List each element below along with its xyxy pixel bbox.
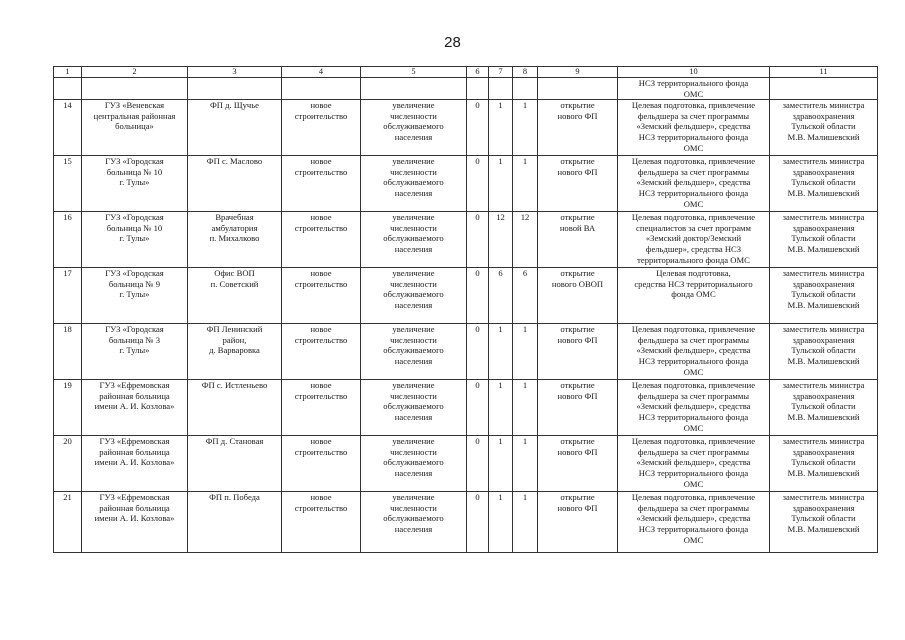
table-row	[54, 156, 878, 212]
staffing-text-cell	[618, 436, 770, 492]
reason-text-cell	[361, 492, 467, 553]
table-cell	[538, 78, 618, 100]
value-col-8: 1	[522, 156, 528, 167]
table-row	[54, 100, 878, 156]
responsible-person-cell	[770, 380, 878, 436]
staffing-text-cell	[618, 492, 770, 553]
table-row	[54, 324, 878, 380]
staffing-text: Целевая подготовка, привлечение специалистов за счет программ «Земский доктор/Земский фельдшер», средства НСЗ территориального фонда ОМС	[631, 212, 756, 265]
value-col-8: 12	[520, 212, 530, 223]
result-text: открытие нового ФП	[557, 380, 598, 401]
column-number: 6	[467, 67, 489, 78]
row-number: 21	[63, 492, 72, 503]
responsible-person: заместитель министра здравоохранения Тульской области М.В. Малишевский	[782, 492, 865, 534]
responsible-person: заместитель министра здравоохранения Тульской области М.В. Малишевский	[782, 100, 865, 142]
reason-text-cell	[361, 212, 467, 268]
staffing-text-cell	[618, 380, 770, 436]
result-text: открытие нового ФП	[557, 324, 598, 345]
table-cell	[770, 78, 878, 100]
responsible-person-cell	[770, 268, 878, 324]
value-col-8-cell	[513, 268, 538, 324]
column-number: 1	[54, 67, 82, 78]
construction-type: новое строительство	[294, 100, 348, 121]
column-number: 7	[489, 67, 513, 78]
table-row	[54, 212, 878, 268]
value-col-6-cell	[467, 324, 489, 380]
reason-text: увеличение численности обслуживаемого населения	[383, 268, 444, 310]
facility-name-cell	[188, 268, 282, 324]
organization-name-cell	[82, 380, 188, 436]
page-number: 28	[444, 34, 461, 51]
responsible-person-cell	[770, 212, 878, 268]
value-col-7: 12	[496, 212, 505, 223]
value-col-7: 1	[498, 156, 503, 167]
value-col-6: 0	[475, 436, 480, 447]
table-row	[54, 436, 878, 492]
value-col-6: 0	[475, 156, 480, 167]
value-col-8: 1	[522, 100, 528, 111]
result-text: открытие нового ФП	[557, 100, 598, 121]
organization-name-cell	[82, 212, 188, 268]
column-number: 9	[538, 67, 618, 78]
row-number-cell	[54, 380, 82, 436]
table-cell	[82, 78, 188, 100]
row-number-cell	[54, 324, 82, 380]
facility-name-cell	[188, 100, 282, 156]
staffing-text: Целевая подготовка, привлечение фельдшера за счет программы «Земский фельдшер», средства НСЗ территориального фонда ОМС	[631, 156, 756, 209]
responsible-person: заместитель министра здравоохранения Тульской области М.В. Малишевский	[782, 268, 865, 310]
result-text-cell	[538, 212, 618, 268]
value-col-7: 1	[498, 436, 503, 447]
staffing-text: Целевая подготовка, средства НСЗ территориального фонда ОМС	[634, 268, 753, 300]
reason-text-cell	[361, 324, 467, 380]
column-number: 4	[282, 67, 361, 78]
continuation-text	[618, 78, 770, 100]
facility-name-cell	[188, 156, 282, 212]
responsible-person-cell	[770, 324, 878, 380]
responsible-person: заместитель министра здравоохранения Тульской области М.В. Малишевский	[782, 436, 865, 478]
row-number: 16	[63, 212, 72, 223]
construction-type-cell	[282, 156, 361, 212]
value-col-8: 1	[522, 380, 528, 391]
construction-type-cell	[282, 436, 361, 492]
responsible-person-cell	[770, 100, 878, 156]
table-cell	[467, 78, 489, 100]
value-col-7-cell	[489, 100, 513, 156]
staffing-text-cell	[618, 268, 770, 324]
facility-name-cell	[188, 212, 282, 268]
result-text-cell	[538, 436, 618, 492]
value-col-8: 1	[522, 492, 528, 503]
organization-name-cell	[82, 100, 188, 156]
result-text-cell	[538, 268, 618, 324]
reason-text-cell	[361, 380, 467, 436]
facility-name: ФП п. Победа	[209, 492, 260, 503]
row-number: 17	[63, 268, 72, 279]
value-col-6: 0	[475, 100, 480, 111]
value-col-7-cell	[489, 268, 513, 324]
construction-type-cell	[282, 212, 361, 268]
construction-type: новое строительство	[294, 324, 348, 345]
facility-name-cell	[188, 324, 282, 380]
staffing-text: Целевая подготовка, привлечение фельдшера за счет программы «Земский фельдшер», средства НСЗ территориального фонда ОМС	[631, 380, 756, 433]
document-table	[53, 66, 878, 553]
value-col-7-cell	[489, 380, 513, 436]
responsible-person-cell	[770, 156, 878, 212]
result-text-cell	[538, 380, 618, 436]
organization-name: ГУЗ «Ефремовская районная больница имени А. И. Козлова»	[94, 436, 175, 468]
table-cell	[513, 78, 538, 100]
row-number-cell	[54, 156, 82, 212]
construction-type-cell	[282, 100, 361, 156]
table-row	[54, 492, 878, 553]
table-cell	[361, 78, 467, 100]
organization-name: ГУЗ «Ефремовская районная больница имени А. И. Козлова»	[94, 380, 175, 412]
construction-type: новое строительство	[294, 156, 348, 177]
reason-text-cell	[361, 436, 467, 492]
staffing-text-cell	[618, 212, 770, 268]
construction-type-cell	[282, 492, 361, 553]
reason-text: увеличение численности обслуживаемого населения	[383, 324, 444, 366]
value-col-7-cell	[489, 436, 513, 492]
result-text-cell	[538, 100, 618, 156]
construction-type-cell	[282, 380, 361, 436]
value-col-6: 0	[475, 492, 480, 503]
organization-name: ГУЗ «Ефремовская районная больница имени А. И. Козлова»	[94, 492, 175, 524]
value-col-8-cell	[513, 156, 538, 212]
row-number: 20	[63, 436, 72, 447]
row-number-cell	[54, 100, 82, 156]
value-col-8-cell	[513, 100, 538, 156]
reason-text: увеличение численности обслуживаемого населения	[383, 436, 444, 478]
facility-name: Офис ВОП п. Советский	[210, 268, 259, 289]
reason-text: увеличение численности обслуживаемого населения	[383, 212, 444, 254]
result-text: открытие нового ОВОП	[551, 268, 604, 289]
organization-name-cell	[82, 436, 188, 492]
value-col-8: 6	[522, 268, 528, 279]
responsible-person-cell	[770, 436, 878, 492]
value-col-6: 0	[475, 268, 480, 279]
table-cell	[489, 78, 513, 100]
staffing-text-cell	[618, 324, 770, 380]
row-number: 14	[63, 100, 72, 111]
reason-text-cell	[361, 100, 467, 156]
value-col-6: 0	[475, 212, 480, 223]
result-text-cell	[538, 156, 618, 212]
reason-text-cell	[361, 156, 467, 212]
value-col-6-cell	[467, 156, 489, 212]
organization-name: ГУЗ «Городская больница № 10 г. Тулы»	[105, 212, 164, 244]
organization-name-cell	[82, 492, 188, 553]
organization-name: ГУЗ «Городская больница № 3 г. Тулы»	[105, 324, 164, 356]
value-col-6-cell	[467, 380, 489, 436]
value-col-6: 0	[475, 380, 480, 391]
organization-name: ГУЗ «Городская больница № 10 г. Тулы»	[105, 156, 164, 188]
value-col-8: 1	[522, 436, 528, 447]
row-number: 15	[63, 156, 72, 167]
value-col-7-cell	[489, 492, 513, 553]
result-text-cell	[538, 492, 618, 553]
table-cell	[188, 78, 282, 100]
value-col-7: 1	[498, 492, 503, 503]
reason-text: увеличение численности обслуживаемого населения	[383, 156, 444, 198]
construction-type-cell	[282, 268, 361, 324]
result-text-cell	[538, 324, 618, 380]
value-col-6-cell	[467, 212, 489, 268]
staffing-text: Целевая подготовка, привлечение фельдшера за счет программы «Земский фельдшер», средства НСЗ территориального фонда ОМС	[631, 436, 756, 489]
facility-name-cell	[188, 436, 282, 492]
value-col-6-cell	[467, 268, 489, 324]
facility-name-cell	[188, 380, 282, 436]
construction-type-cell	[282, 324, 361, 380]
value-col-7: 1	[498, 324, 503, 335]
result-text: открытие новой ВА	[559, 212, 596, 233]
column-number: 11	[770, 67, 878, 78]
row-number-cell	[54, 212, 82, 268]
value-col-8-cell	[513, 324, 538, 380]
column-number: 5	[361, 67, 467, 78]
column-number: 3	[188, 67, 282, 78]
staffing-text-cell	[618, 100, 770, 156]
table-cell	[54, 78, 82, 100]
value-col-6-cell	[467, 492, 489, 553]
responsible-person: заместитель министра здравоохранения Тульской области М.В. Малишевский	[782, 212, 865, 254]
organization-name: ГУЗ «Веневская центральная районная больница»	[93, 100, 176, 132]
reason-text: увеличение численности обслуживаемого населения	[383, 380, 444, 422]
value-col-8-cell	[513, 436, 538, 492]
row-number-cell	[54, 268, 82, 324]
responsible-person: заместитель министра здравоохранения Тульской области М.В. Малишевский	[782, 156, 865, 198]
continuation-text-value: НСЗ территориального фонда ОМС	[638, 78, 749, 99]
reason-text: увеличение численности обслуживаемого населения	[383, 492, 444, 534]
facility-name: ФП д. Щучье	[210, 100, 259, 111]
facility-name: ФП д. Становая	[205, 436, 264, 447]
construction-type: новое строительство	[294, 492, 348, 513]
reason-text-cell	[361, 268, 467, 324]
column-number-row	[54, 67, 878, 78]
organization-name-cell	[82, 268, 188, 324]
value-col-6-cell	[467, 100, 489, 156]
row-number-cell	[54, 436, 82, 492]
staffing-text-cell	[618, 156, 770, 212]
facility-name: ФП с. Истленьево	[201, 380, 268, 391]
value-col-6: 0	[475, 324, 480, 335]
construction-type: новое строительство	[294, 436, 348, 457]
column-number: 8	[513, 67, 538, 78]
responsible-person: заместитель министра здравоохранения Тульской области М.В. Малишевский	[782, 324, 865, 366]
organization-name-cell	[82, 324, 188, 380]
staffing-text: Целевая подготовка, привлечение фельдшера за счет программы «Земский фельдшер», средства НСЗ территориального фонда ОМС	[631, 492, 756, 545]
result-text: открытие нового ФП	[557, 156, 598, 177]
responsible-person-cell	[770, 492, 878, 553]
staffing-text: Целевая подготовка, привлечение фельдшера за счет программы «Земский фельдшер», средства НСЗ территориального фонда ОМС	[631, 100, 756, 153]
row-number: 18	[63, 324, 72, 335]
value-col-7-cell	[489, 156, 513, 212]
staffing-text: Целевая подготовка, привлечение фельдшера за счет программы «Земский фельдшер», средства НСЗ территориального фонда ОМС	[631, 324, 756, 377]
organization-name-cell	[82, 156, 188, 212]
value-col-8-cell	[513, 492, 538, 553]
responsible-person: заместитель министра здравоохранения Тульской области М.В. Малишевский	[782, 380, 865, 422]
facility-name-cell	[188, 492, 282, 553]
column-number: 10	[618, 67, 770, 78]
value-col-8-cell	[513, 212, 538, 268]
reason-text: увеличение численности обслуживаемого населения	[383, 100, 444, 142]
facility-name: ФП с. Маслово	[206, 156, 263, 167]
value-col-7: 1	[498, 380, 503, 391]
organization-name: ГУЗ «Городская больница № 9 г. Тулы»	[105, 268, 164, 300]
result-text: открытие нового ФП	[557, 492, 598, 513]
facility-name: Врачебная амбулатория п. Михалково	[209, 212, 260, 244]
construction-type: новое строительство	[294, 268, 348, 289]
value-col-7: 6	[498, 268, 503, 279]
table-cell	[282, 78, 361, 100]
value-col-8: 1	[522, 324, 528, 335]
value-col-7-cell	[489, 324, 513, 380]
result-text: открытие нового ФП	[557, 436, 598, 457]
value-col-7: 1	[498, 100, 503, 111]
value-col-6-cell	[467, 436, 489, 492]
value-col-7-cell	[489, 212, 513, 268]
table-row	[54, 268, 878, 324]
construction-type: новое строительство	[294, 212, 348, 233]
continuation-row	[54, 78, 878, 100]
column-number: 2	[82, 67, 188, 78]
row-number-cell	[54, 492, 82, 553]
facility-name: ФП Ленинский район, д. Варваровка	[206, 324, 263, 356]
row-number: 19	[63, 380, 72, 391]
value-col-8-cell	[513, 380, 538, 436]
construction-type: новое строительство	[294, 380, 348, 401]
table-row	[54, 380, 878, 436]
